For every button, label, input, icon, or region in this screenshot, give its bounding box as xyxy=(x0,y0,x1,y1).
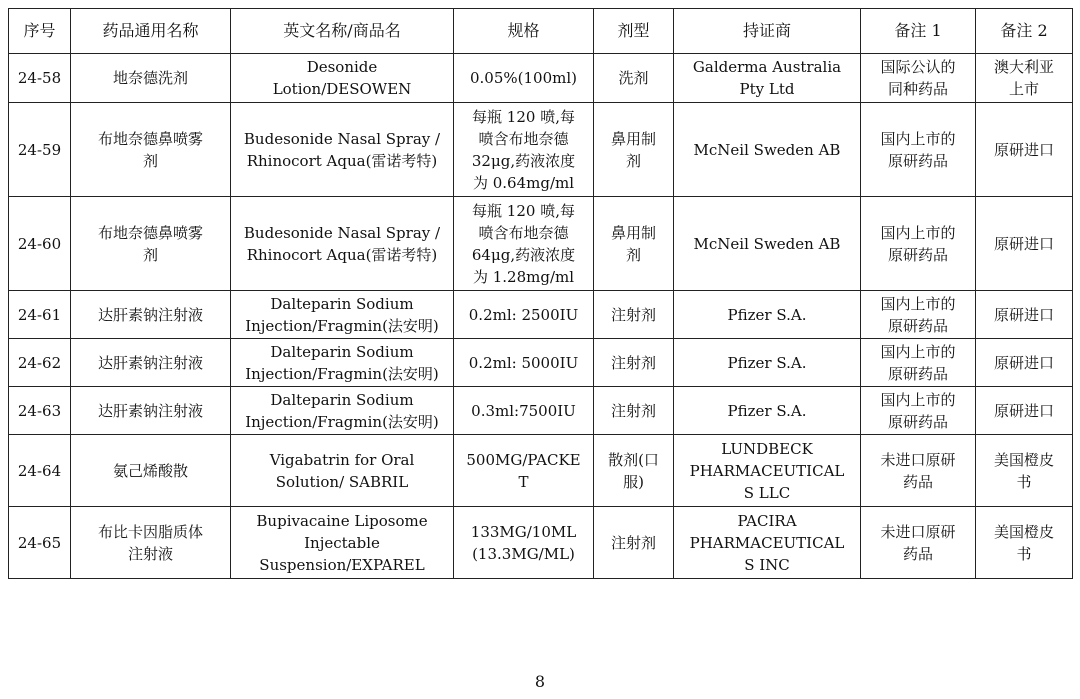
cell-remark-1: 国际公认的 同种药品 xyxy=(861,54,976,103)
drug-table xyxy=(8,8,1073,579)
cell-spec: 133MG/10ML (13.3MG/ML) xyxy=(454,507,594,579)
header-english-name: 英文名称/商品名 xyxy=(231,9,454,54)
cell-dosage-form: 注射剂 xyxy=(594,507,674,579)
cell-generic-name: 布比卡因脂质体 注射液 xyxy=(71,507,231,579)
table-row xyxy=(9,339,1073,387)
cell-english-name: Bupivacaine Liposome Injectable Suspension/EXPAREL xyxy=(231,507,454,579)
cell-remark-1: 国内上市的 原研药品 xyxy=(861,339,976,387)
cell-dosage-form: 注射剂 xyxy=(594,291,674,339)
cell-remark-1: 国内上市的 原研药品 xyxy=(861,291,976,339)
cell-seq: 24-62 xyxy=(9,339,71,387)
header-generic-name: 药品通用名称 xyxy=(71,9,231,54)
cell-spec: 每瓶 120 喷,每 喷含布地奈德 32μg,药液浓度 为 0.64mg/ml xyxy=(454,103,594,197)
cell-english-name: Budesonide Nasal Spray / Rhinocort Aqua(雷诺考特) xyxy=(231,197,454,291)
cell-holder: McNeil Sweden AB xyxy=(674,103,861,197)
cell-generic-name: 达肝素钠注射液 xyxy=(71,291,231,339)
cell-dosage-form: 注射剂 xyxy=(594,387,674,435)
cell-generic-name: 布地奈德鼻喷雾 剂 xyxy=(71,197,231,291)
cell-remark-2: 美国橙皮 书 xyxy=(976,435,1073,507)
cell-dosage-form: 注射剂 xyxy=(594,339,674,387)
cell-generic-name: 氨己烯酸散 xyxy=(71,435,231,507)
cell-generic-name: 地奈德洗剂 xyxy=(71,54,231,103)
table-row xyxy=(9,507,1073,579)
header-remark-2: 备注 2 xyxy=(976,9,1073,54)
cell-remark-2: 原研进口 xyxy=(976,339,1073,387)
cell-spec: 0.2ml: 5000IU xyxy=(454,339,594,387)
cell-english-name: Dalteparin Sodium Injection/Fragmin(法安明) xyxy=(231,387,454,435)
cell-dosage-form: 鼻用制 剂 xyxy=(594,197,674,291)
cell-holder: Galderma Australia Pty Ltd xyxy=(674,54,861,103)
header-dosage-form: 剂型 xyxy=(594,9,674,54)
cell-holder: McNeil Sweden AB xyxy=(674,197,861,291)
cell-holder: LUNDBECK PHARMACEUTICAL S LLC xyxy=(674,435,861,507)
cell-spec: 0.2ml: 2500IU xyxy=(454,291,594,339)
page-number: 8 xyxy=(534,672,546,691)
cell-dosage-form: 洗剂 xyxy=(594,54,674,103)
cell-spec: 0.05%(100ml) xyxy=(454,54,594,103)
cell-remark-1: 国内上市的 原研药品 xyxy=(861,197,976,291)
cell-seq: 24-64 xyxy=(9,435,71,507)
table-row xyxy=(9,387,1073,435)
header-holder: 持证商 xyxy=(674,9,861,54)
header-remark-1: 备注 1 xyxy=(861,9,976,54)
header-row xyxy=(9,9,1073,54)
cell-seq: 24-65 xyxy=(9,507,71,579)
cell-remark-2: 原研进口 xyxy=(976,387,1073,435)
cell-english-name: Dalteparin Sodium Injection/Fragmin(法安明) xyxy=(231,291,454,339)
cell-seq: 24-59 xyxy=(9,103,71,197)
cell-remark-1: 未进口原研 药品 xyxy=(861,435,976,507)
cell-holder: Pfizer S.A. xyxy=(674,339,861,387)
cell-english-name: Desonide Lotion/DESOWEN xyxy=(231,54,454,103)
cell-generic-name: 达肝素钠注射液 xyxy=(71,387,231,435)
cell-seq: 24-58 xyxy=(9,54,71,103)
cell-spec: 0.3ml:7500IU xyxy=(454,387,594,435)
cell-dosage-form: 鼻用制 剂 xyxy=(594,103,674,197)
cell-remark-1: 国内上市的 原研药品 xyxy=(861,387,976,435)
cell-english-name: Budesonide Nasal Spray / Rhinocort Aqua(雷诺考特) xyxy=(231,103,454,197)
table-row xyxy=(9,435,1073,507)
table-row xyxy=(9,197,1073,291)
cell-holder: PACIRA PHARMACEUTICAL S INC xyxy=(674,507,861,579)
cell-english-name: Vigabatrin for Oral Solution/ SABRIL xyxy=(231,435,454,507)
cell-generic-name: 达肝素钠注射液 xyxy=(71,339,231,387)
header-seq: 序号 xyxy=(9,9,71,54)
cell-dosage-form: 散剂(口 服) xyxy=(594,435,674,507)
cell-seq: 24-61 xyxy=(9,291,71,339)
cell-remark-1: 未进口原研 药品 xyxy=(861,507,976,579)
cell-remark-2: 美国橙皮 书 xyxy=(976,507,1073,579)
cell-remark-2: 原研进口 xyxy=(976,103,1073,197)
cell-english-name: Dalteparin Sodium Injection/Fragmin(法安明) xyxy=(231,339,454,387)
table-row xyxy=(9,103,1073,197)
cell-holder: Pfizer S.A. xyxy=(674,291,861,339)
header-spec: 规格 xyxy=(454,9,594,54)
cell-remark-2: 原研进口 xyxy=(976,291,1073,339)
cell-spec: 每瓶 120 喷,每 喷含布地奈德 64μg,药液浓度 为 1.28mg/ml xyxy=(454,197,594,291)
cell-holder: Pfizer S.A. xyxy=(674,387,861,435)
table-row xyxy=(9,291,1073,339)
cell-remark-1: 国内上市的 原研药品 xyxy=(861,103,976,197)
table-row xyxy=(9,54,1073,103)
cell-remark-2: 原研进口 xyxy=(976,197,1073,291)
cell-seq: 24-60 xyxy=(9,197,71,291)
cell-seq: 24-63 xyxy=(9,387,71,435)
cell-spec: 500MG/PACKE T xyxy=(454,435,594,507)
cell-remark-2: 澳大利亚 上市 xyxy=(976,54,1073,103)
cell-generic-name: 布地奈德鼻喷雾 剂 xyxy=(71,103,231,197)
